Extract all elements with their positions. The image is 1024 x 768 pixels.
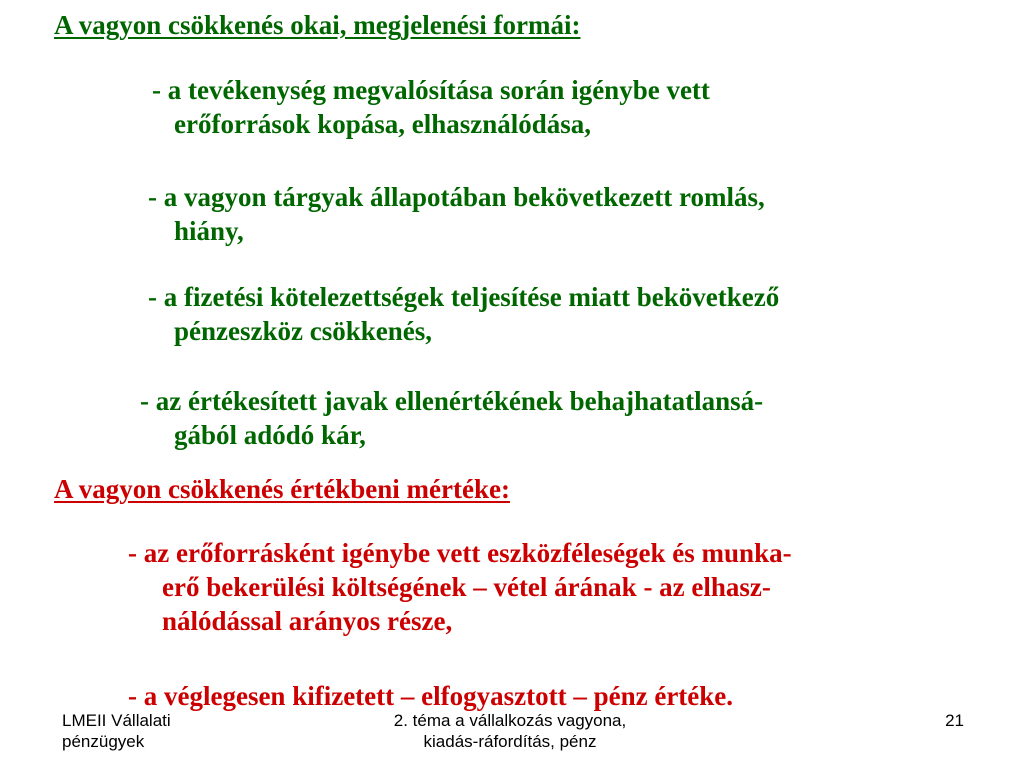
section1-item-4 bbox=[140, 384, 763, 452]
section1-item-3-line2: pénzeszköz csökkenés, bbox=[174, 316, 432, 346]
section2-item-1 bbox=[128, 536, 792, 638]
footer-center bbox=[340, 710, 680, 752]
section1-item-3 bbox=[148, 280, 779, 348]
section2-heading: A vagyon csökkenés értékbeni mértéke: bbox=[54, 474, 510, 504]
footer-left bbox=[62, 710, 171, 752]
section1-item-3-line1: - a fizetési kötelezettségek teljesítése miatt bekövetkező bbox=[148, 282, 780, 312]
section1-item-1 bbox=[152, 73, 710, 141]
section1-item-1-line1: - a tevékenység megvalósítása során igénybe vett bbox=[152, 75, 710, 105]
footer-left-line2: pénzügyek bbox=[62, 732, 145, 751]
section2-item-1-line1: - az erőforrásként igénybe vett eszközféleségek és munka- bbox=[128, 538, 792, 568]
section1-item-2 bbox=[148, 180, 765, 248]
section2-item-1-line3: nálódással arányos része, bbox=[162, 606, 453, 636]
section2-item-2-line1: - a véglegesen kifizetett – elfogyasztott – pénz értéke. bbox=[128, 681, 734, 711]
footer-center-line2: kiadás-ráfordítás, pénz bbox=[423, 732, 597, 751]
section1-heading: A vagyon csökkenés okai, megjelenési formái: bbox=[54, 10, 581, 40]
section1-item-2-line2: hiány, bbox=[174, 216, 244, 246]
section2-item-1-line2: erő bekerülési költségének – vétel árának - az elhasz- bbox=[162, 572, 771, 602]
section2-item-2 bbox=[128, 679, 733, 713]
section1-item-4-line1: - az értékesített javak ellenértékének behajhatatlansá- bbox=[140, 386, 764, 416]
section1-item-2-line1: - a vagyon tárgyak állapotában bekövetkezett romlás, bbox=[148, 182, 765, 212]
footer-center-line1: 2. téma a vállalkozás vagyona, bbox=[393, 711, 627, 730]
page-number: 21 bbox=[945, 711, 964, 730]
footer-left-line1: LMEII Vállalati bbox=[62, 711, 171, 730]
section1-item-1-line2: erőforrások kopása, elhasználódása, bbox=[174, 109, 592, 139]
section1-item-4-line2: gából adódó kár, bbox=[174, 420, 366, 450]
